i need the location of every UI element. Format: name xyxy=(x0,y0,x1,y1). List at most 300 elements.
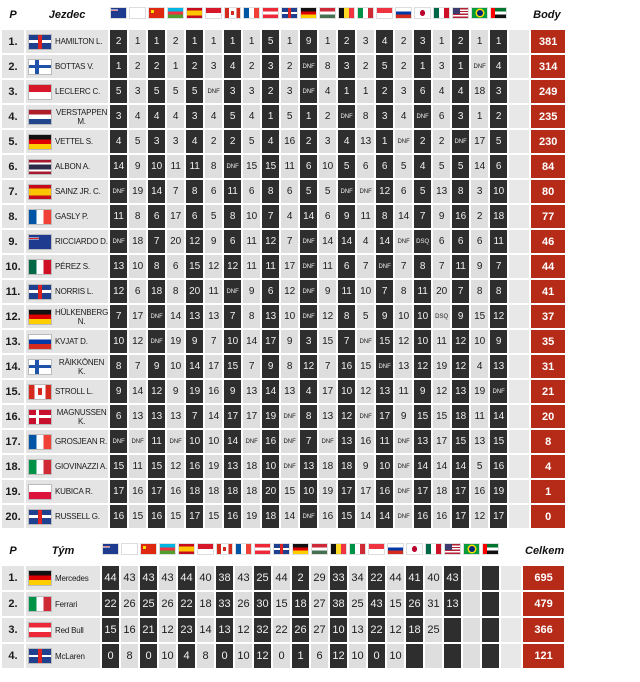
us-flag-icon xyxy=(452,7,469,19)
race-18-result: 19 xyxy=(433,355,450,378)
race-2-result: 26 xyxy=(121,592,138,616)
driver-name: NORRIS L. xyxy=(55,287,94,296)
race-1-result: 14 xyxy=(110,155,127,178)
race-8-result: 14 xyxy=(243,330,260,353)
race-15-result: 14 xyxy=(376,505,393,528)
race-8-result: 26 xyxy=(235,592,252,616)
be-flag-icon xyxy=(330,543,347,555)
total-points: 35 xyxy=(531,330,565,353)
team-race-15-flag-cell xyxy=(368,538,385,564)
race-20-result: 15 xyxy=(471,305,488,328)
race-4-result: 15 xyxy=(167,505,184,528)
race-4-result: 2 xyxy=(167,30,184,53)
race-2-result: 18 xyxy=(129,230,146,253)
race-2-result: 17 xyxy=(129,305,146,328)
race-12-result: 11 xyxy=(319,255,336,278)
race-11-result: 10 xyxy=(300,480,317,503)
race-12-result: 29 xyxy=(311,566,328,590)
team-race-18-flag-cell xyxy=(425,538,442,564)
race-16-result: 14 xyxy=(395,205,412,228)
race-14-result: 4 xyxy=(357,230,374,253)
race-11-result: 12 xyxy=(300,355,317,378)
team-race-1-flag-cell xyxy=(102,538,119,564)
race-17-result: 16 xyxy=(414,505,431,528)
race-10-result: 9 xyxy=(281,330,298,353)
position-cell: 4. xyxy=(2,644,24,668)
race-21-result: 19 xyxy=(490,480,507,503)
race-1-result: 22 xyxy=(102,592,119,616)
race-6-result: 18 xyxy=(197,592,214,616)
race-13-result: 12 xyxy=(330,644,347,668)
race-3-result: 14 xyxy=(148,180,165,203)
race-7-result: 13 xyxy=(224,455,241,478)
race-18-result xyxy=(425,644,442,668)
driver-row xyxy=(2,80,565,103)
race-19-result xyxy=(444,618,461,642)
race-2-result: 8 xyxy=(129,205,146,228)
race-12-result: 17 xyxy=(319,380,336,403)
it-flag-icon xyxy=(28,459,52,475)
race-1-result: 17 xyxy=(110,480,127,503)
race-20-result xyxy=(463,644,480,668)
position-cell: 10. xyxy=(2,255,24,278)
race-6-result: 2 xyxy=(205,130,222,153)
driver-header-row xyxy=(2,2,565,28)
race-14-result: 25 xyxy=(349,592,366,616)
race-1-result: 3 xyxy=(110,105,127,128)
hu-flag-icon xyxy=(311,543,328,555)
race-20-result: 11 xyxy=(471,405,488,428)
race-9-result: 10 xyxy=(262,455,279,478)
race-17-result: 4 xyxy=(414,155,431,178)
race-6-result: 14 xyxy=(205,405,222,428)
fi-flag-icon xyxy=(28,359,52,375)
race-2-result: 2 xyxy=(129,55,146,78)
race-5-result: 44 xyxy=(178,566,195,590)
gb-flag-icon xyxy=(28,509,52,525)
race-1-result: 1 xyxy=(110,55,127,78)
race-20-result: 1 xyxy=(471,30,488,53)
be-flag-icon xyxy=(338,7,355,19)
race-16-result: DNF xyxy=(395,505,412,528)
race-5-result: 6 xyxy=(186,205,203,228)
race-6-result: 18 xyxy=(205,480,222,503)
race-20-result: 1 xyxy=(471,105,488,128)
race-8-result: DNF xyxy=(243,430,260,453)
race-6-result: 10 xyxy=(205,430,222,453)
driver-race-3-flag-cell xyxy=(148,2,165,28)
driver-name-cell xyxy=(26,105,108,128)
gap-cell xyxy=(501,592,521,616)
team-race-16-flag-cell xyxy=(387,538,404,564)
race-7-result: 17 xyxy=(224,405,241,428)
race-17-result: 12 xyxy=(414,355,431,378)
race-12-result: 16 xyxy=(319,505,336,528)
jp-flag-icon xyxy=(414,7,431,19)
team-race-6-flag-cell xyxy=(197,538,214,564)
race-13-result: 16 xyxy=(338,355,355,378)
team-row xyxy=(2,566,564,590)
driver-race-17-flag-cell xyxy=(414,2,431,28)
driver-row xyxy=(2,205,565,228)
race-18-result: 6 xyxy=(433,105,450,128)
race-19-result: 3 xyxy=(452,105,469,128)
ca-flag-icon xyxy=(224,7,241,19)
race-7-result: 38 xyxy=(216,566,233,590)
race-9-result: 6 xyxy=(262,280,279,303)
race-20-result: 16 xyxy=(471,480,488,503)
driver-row xyxy=(2,405,565,428)
position-cell: 14. xyxy=(2,355,24,378)
race-15-result: 5 xyxy=(376,55,393,78)
gb-flag-icon xyxy=(273,543,290,555)
race-7-result: DNF xyxy=(224,155,241,178)
gap-cell xyxy=(509,80,529,103)
es-flag-icon xyxy=(186,7,203,19)
race-10-result: 22 xyxy=(273,618,290,642)
gap-cell xyxy=(501,644,521,668)
race-14-result: 6 xyxy=(357,155,374,178)
race-10-result: 15 xyxy=(273,592,290,616)
total-points: 366 xyxy=(523,618,564,642)
team-name: Red Bull xyxy=(55,625,84,635)
race-11-result: 14 xyxy=(300,205,317,228)
race-16-result: DNF xyxy=(395,455,412,478)
race-13-result: 17 xyxy=(338,480,355,503)
team-race-4-flag-cell xyxy=(159,538,176,564)
race-4-result: 14 xyxy=(167,305,184,328)
race-9-result: 11 xyxy=(262,255,279,278)
race-9-result: 30 xyxy=(254,592,271,616)
mx-flag-icon xyxy=(433,7,450,19)
ru-flag-icon xyxy=(395,7,412,19)
driver-race-10-flag-cell xyxy=(281,2,298,28)
race-10-result: 44 xyxy=(273,566,290,590)
race-5-result: 22 xyxy=(178,592,195,616)
race-4-result: 7 xyxy=(167,180,184,203)
driver-row xyxy=(2,230,565,253)
race-21-result xyxy=(482,566,499,590)
race-15-result: 22 xyxy=(368,618,385,642)
driver-race-16-flag-cell xyxy=(395,2,412,28)
race-3-result: 6 xyxy=(148,205,165,228)
driver-name-cell xyxy=(26,280,108,303)
race-11-result: 1 xyxy=(300,105,317,128)
race-1-result: 4 xyxy=(110,130,127,153)
race-10-result: 14 xyxy=(281,505,298,528)
race-9-result: 25 xyxy=(254,566,271,590)
at-flag-icon xyxy=(28,622,52,638)
race-14-result: 13 xyxy=(349,618,366,642)
header-position: P xyxy=(9,9,17,21)
race-3-result: 13 xyxy=(148,405,165,428)
driver-race-9-flag-cell xyxy=(262,2,279,28)
race-16-result: 13 xyxy=(395,355,412,378)
race-14-result: 15 xyxy=(357,355,374,378)
race-7-result: 2 xyxy=(224,130,241,153)
race-15-result: 14 xyxy=(376,230,393,253)
race-19-result: 12 xyxy=(452,330,469,353)
position-cell: 17. xyxy=(2,430,24,453)
race-7-result: 3 xyxy=(224,80,241,103)
race-19-result: 13 xyxy=(452,380,469,403)
race-9-result: 2 xyxy=(262,80,279,103)
driver-name: GIOVINAZZI A. xyxy=(55,462,108,471)
race-15-result: 22 xyxy=(368,566,385,590)
driver-row xyxy=(2,330,565,353)
race-18-result: DSQ xyxy=(433,305,450,328)
gap-cell xyxy=(509,30,529,53)
race-18-result: 4 xyxy=(433,80,450,103)
race-5-result: 15 xyxy=(186,255,203,278)
race-20-result: 10 xyxy=(471,330,488,353)
driver-name-cell xyxy=(26,155,108,178)
race-3-result: 0 xyxy=(140,644,157,668)
position-cell: 4. xyxy=(2,105,24,128)
race-6-result: DNF xyxy=(205,80,222,103)
race-12-result: 14 xyxy=(319,230,336,253)
race-2-result: 16 xyxy=(121,618,138,642)
race-5-result: 23 xyxy=(178,618,195,642)
race-4-result: 19 xyxy=(167,330,184,353)
race-19-result: 11 xyxy=(452,255,469,278)
race-19-result: 15 xyxy=(452,430,469,453)
fr-flag-icon xyxy=(28,434,52,450)
race-4-result: 1 xyxy=(167,55,184,78)
race-4-result: 4 xyxy=(167,105,184,128)
race-2-result: DNF xyxy=(129,430,146,453)
race-9-result: 5 xyxy=(262,30,279,53)
race-21-result: 17 xyxy=(490,505,507,528)
race-4-result: 5 xyxy=(167,80,184,103)
race-13-result: 9 xyxy=(338,205,355,228)
gap-cell xyxy=(501,618,521,642)
race-16-result: 7 xyxy=(395,255,412,278)
race-5-result: 3 xyxy=(186,105,203,128)
race-17-result xyxy=(406,644,423,668)
race-3-result: DNF xyxy=(148,305,165,328)
race-7-result: 11 xyxy=(224,180,241,203)
race-19-result xyxy=(444,644,461,668)
race-17-result: 8 xyxy=(414,255,431,278)
driver-name: RUSSELL G. xyxy=(55,512,100,521)
driver-row xyxy=(2,305,565,328)
race-11-result: 6 xyxy=(300,155,317,178)
ae-flag-icon xyxy=(490,7,507,19)
driver-row xyxy=(2,455,565,478)
mc-flag-icon xyxy=(197,543,214,555)
race-9-result: 12 xyxy=(254,644,271,668)
race-15-result: 43 xyxy=(368,592,385,616)
race-2-result: 14 xyxy=(129,380,146,403)
race-17-result: 18 xyxy=(406,618,423,642)
race-7-result: 18 xyxy=(224,480,241,503)
race-10-result: DNF xyxy=(281,405,298,428)
race-20-result xyxy=(463,566,480,590)
race-4-result: 20 xyxy=(167,230,184,253)
jp-flag-icon xyxy=(406,543,423,555)
driver-row xyxy=(2,380,565,403)
race-20-result: 13 xyxy=(471,430,488,453)
race-11-result: 13 xyxy=(300,455,317,478)
race-13-result: 10 xyxy=(330,618,347,642)
race-1-result: 44 xyxy=(102,566,119,590)
race-10-result: 1 xyxy=(281,30,298,53)
race-12-result: 9 xyxy=(319,280,336,303)
race-13-result: 8 xyxy=(338,305,355,328)
race-7-result: 13 xyxy=(216,618,233,642)
race-4-result: 10 xyxy=(167,355,184,378)
race-1-result: 16 xyxy=(110,505,127,528)
race-7-result: DNF xyxy=(224,280,241,303)
race-9-result: 3 xyxy=(262,55,279,78)
driver-name: ALBON A. xyxy=(55,162,90,171)
driver-race-12-flag-cell xyxy=(319,2,336,28)
race-5-result: 16 xyxy=(186,455,203,478)
br-flag-icon xyxy=(471,7,488,19)
race-10-result: 13 xyxy=(281,380,298,403)
race-12-result: 6 xyxy=(311,644,328,668)
driver-race-19-flag-cell xyxy=(452,2,469,28)
race-19-result: 14 xyxy=(452,455,469,478)
race-12-result: 13 xyxy=(319,405,336,428)
mx-flag-icon xyxy=(425,543,442,555)
driver-row xyxy=(2,130,565,153)
position-cell: 20. xyxy=(2,505,24,528)
race-20-result: 2 xyxy=(471,205,488,228)
race-7-result: 10 xyxy=(224,330,241,353)
sg-flag-icon xyxy=(368,543,385,555)
dk-flag-icon xyxy=(28,409,52,425)
race-8-result: 18 xyxy=(243,480,260,503)
race-13-result: 3 xyxy=(338,55,355,78)
race-2-result: 3 xyxy=(129,80,146,103)
gap-cell xyxy=(509,205,529,228)
team-race-3-flag-cell xyxy=(140,538,157,564)
race-14-result: 7 xyxy=(357,255,374,278)
race-9-result: 13 xyxy=(262,305,279,328)
race-12-result: 27 xyxy=(311,592,328,616)
driver-race-14-flag-cell xyxy=(357,2,374,28)
gap-cell xyxy=(509,105,529,128)
race-8-result: 18 xyxy=(243,455,260,478)
driver-name: STROLL L. xyxy=(55,387,93,396)
driver-name-cell xyxy=(26,255,108,278)
gb-flag-icon xyxy=(28,34,52,50)
race-3-result: 21 xyxy=(140,618,157,642)
race-4-result: DNF xyxy=(167,430,184,453)
race-1-result: DNF xyxy=(110,180,127,203)
race-9-result: 8 xyxy=(262,180,279,203)
mx-flag-icon xyxy=(28,259,52,275)
race-21-result: 9 xyxy=(490,330,507,353)
driver-name: HAMILTON L. xyxy=(55,37,103,46)
driver-name-cell xyxy=(26,55,108,78)
race-11-result: 5 xyxy=(300,180,317,203)
gap-cell xyxy=(501,566,521,590)
race-20-result: DNF xyxy=(471,55,488,78)
race-20-result xyxy=(463,618,480,642)
race-11-result: DNF xyxy=(300,505,317,528)
race-7-result: 33 xyxy=(216,592,233,616)
race-18-result: 25 xyxy=(425,618,442,642)
race-3-result: 4 xyxy=(148,105,165,128)
team-race-14-flag-cell xyxy=(349,538,366,564)
team-name-cell xyxy=(26,566,100,590)
race-18-result: 18 xyxy=(433,480,450,503)
position-cell: 3. xyxy=(2,618,24,642)
race-5-result: 12 xyxy=(186,230,203,253)
position-cell: 6. xyxy=(2,155,24,178)
race-3-result: 10 xyxy=(148,155,165,178)
race-14-result: 11 xyxy=(357,205,374,228)
race-11-result: DNF xyxy=(300,230,317,253)
total-points: 46 xyxy=(531,230,565,253)
race-5-result: 11 xyxy=(186,155,203,178)
driver-row xyxy=(2,355,565,378)
driver-name: MAGNUSSEN K. xyxy=(56,407,107,426)
race-13-result: 18 xyxy=(338,455,355,478)
race-12-result: 2 xyxy=(319,105,336,128)
race-21-result xyxy=(482,618,499,642)
race-15-result: 2 xyxy=(376,80,393,103)
ca-flag-icon xyxy=(216,543,233,555)
mc-flag-icon xyxy=(28,84,52,100)
race-18-result: 11 xyxy=(433,330,450,353)
driver-race-2-flag-cell xyxy=(129,2,146,28)
race-14-result: 16 xyxy=(357,430,374,453)
race-4-result: 12 xyxy=(167,455,184,478)
race-1-result: 7 xyxy=(110,305,127,328)
race-16-result: 2 xyxy=(395,55,412,78)
race-6-result: 5 xyxy=(205,205,222,228)
th-flag-icon xyxy=(28,159,52,175)
race-13-result: 11 xyxy=(338,280,355,303)
driver-name-cell xyxy=(26,405,108,428)
fr-flag-icon xyxy=(243,7,260,19)
race-10-result: 3 xyxy=(281,80,298,103)
race-17-result: 7 xyxy=(414,205,431,228)
race-20-result: 9 xyxy=(471,255,488,278)
position-cell: 7. xyxy=(2,180,24,203)
race-16-result: 12 xyxy=(395,330,412,353)
race-18-result: 14 xyxy=(433,455,450,478)
race-5-result: 7 xyxy=(186,405,203,428)
position-cell: 12. xyxy=(2,305,24,328)
team-race-8-flag-cell xyxy=(235,538,252,564)
race-20-result: 3 xyxy=(471,180,488,203)
race-1-result: 2 xyxy=(110,30,127,53)
race-2-result: 6 xyxy=(129,280,146,303)
race-19-result: 16 xyxy=(452,205,469,228)
team-race-21-flag-cell xyxy=(482,538,499,564)
total-points: 41 xyxy=(531,280,565,303)
pl-flag-icon xyxy=(28,484,52,500)
race-17-result: 11 xyxy=(414,280,431,303)
race-16-result: DNF xyxy=(395,130,412,153)
race-3-result: 2 xyxy=(148,55,165,78)
total-points: 21 xyxy=(531,380,565,403)
race-10-result: 15 xyxy=(281,480,298,503)
race-8-result: 12 xyxy=(235,618,252,642)
race-3-result: DNF xyxy=(148,330,165,353)
race-19-result: 18 xyxy=(452,405,469,428)
race-16-result: 5 xyxy=(395,155,412,178)
race-21-result: 10 xyxy=(490,180,507,203)
driver-race-20-flag-cell xyxy=(471,2,488,28)
race-6-result: 8 xyxy=(197,644,214,668)
race-18-result: 3 xyxy=(433,55,450,78)
